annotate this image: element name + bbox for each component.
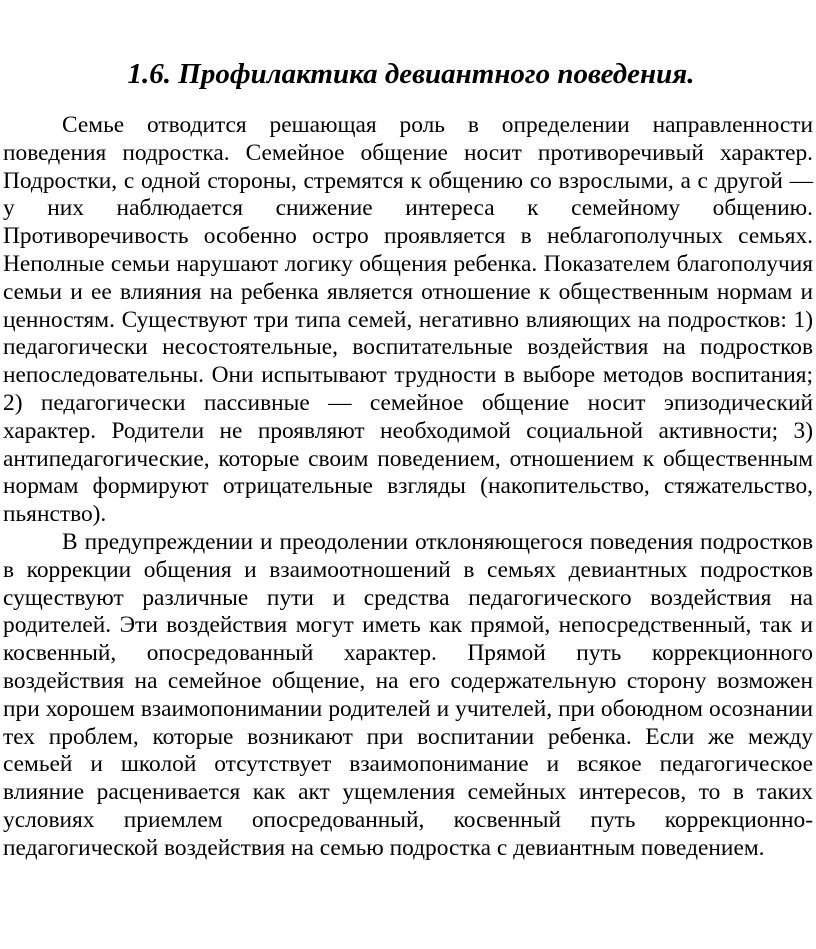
- paragraph-prevention: В предупреждении и преодолении отклоняющегося поведения подростков в коррекции общения и взаимоотношений в семьях девиантных подростков существуют различные пути и средства педагогического воздействия на родителей. Эти воздействия могут иметь как прямой, непосредственный, так и косвенный, опосредованный характер. Прямой путь коррекционного воздействия на семейное общение, на его содержательную сторону возможен при хорошем взаимопонимании родителей и учителей, при обоюдном осознании тех проблем, которые возникают при воспитании ребенка. Если же между семьей и школой отсутствует взаимопонимание и всякое педагогическое влияние расценивается как акт ущемления семейных интересов, то в таких условиях приемлем опосредованный, косвенный путь коррекционно-педагогической воздействия на семью подростка с девиантным поведением.: [3, 528, 813, 861]
- section-title: 1.6. Профилактика девиантного поведения.: [127, 58, 695, 90]
- paragraph-family-role: Семье отводится решающая роль в определении направленности поведения подростка. Семейное общение носит противоречивый характер. Подростки, с одной стороны, стремятся к общению со взрослыми, а с другой — у них наблюдается снижение интереса к семейному общению. Противоречивость особенно остро проявляется в неблагополучных семьях. Неполные семьи нарушают логику общения ребенка. Показателем благополучия семьи и ее влияния на ребенка является отношение к общественным нормам и ценностям. Существуют три типа семей, негативно влияющих на подростков: 1) педагогически несостоятельные, воспитательные воздействия на подростков непоследовательны. Они испытывают трудности в выборе методов воспитания; 2) педагогически пассивные — семейное общение носит эпизодический характер. Родители не проявляют необходимой социальной активности; 3) антипедагогические, которые своим поведением, отношением к общественным нормам формируют отрицательные взгляды (накопительство, стяжательство, пьянство).: [3, 112, 813, 528]
